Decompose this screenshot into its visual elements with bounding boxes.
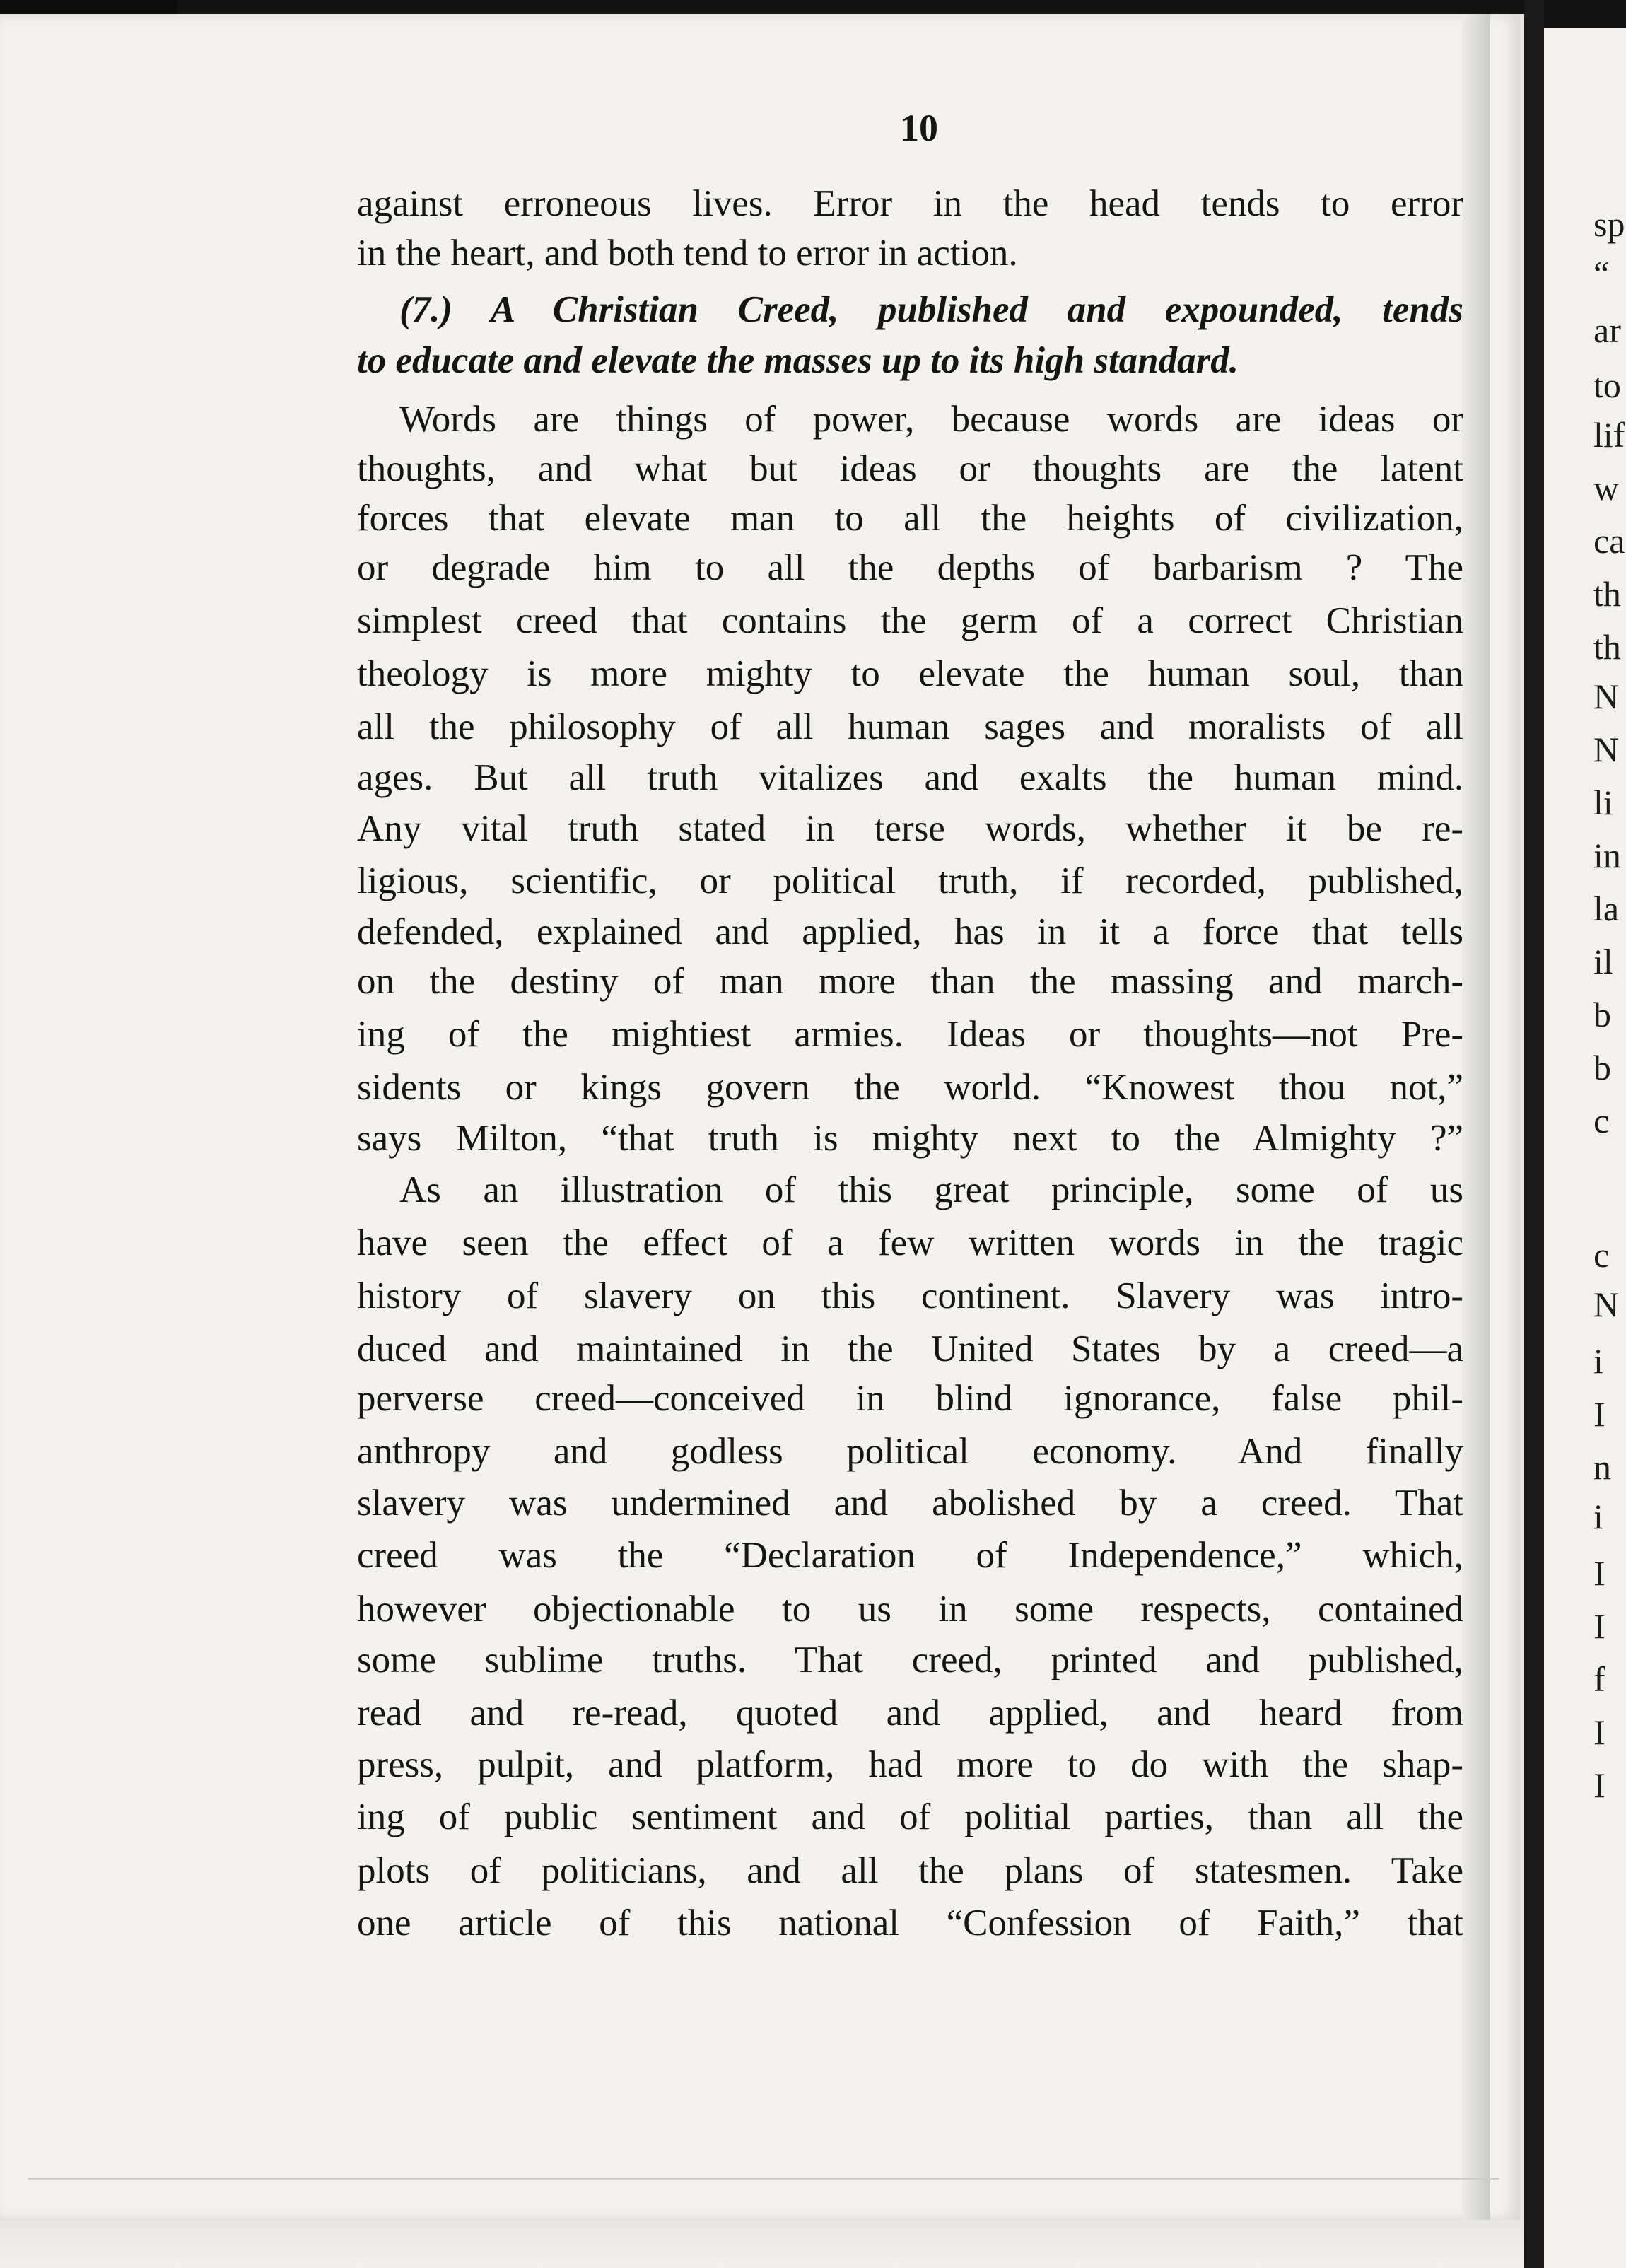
text-line: or degrade him to all the depths of barbarism ? The	[357, 547, 1463, 588]
text-line: on the destiny of man more than the massing and march-	[357, 961, 1463, 1002]
adjacent-page-text: I	[1593, 1606, 1605, 1646]
adjacent-page-text: lif	[1593, 415, 1625, 455]
text-line: forces that elevate man to all the heights of civilization,	[357, 498, 1463, 539]
adjacent-page-text: b	[1593, 1048, 1611, 1087]
text-line: ligious, scientific, or political truth, if recorded, published,	[357, 860, 1463, 901]
text-line: anthropy and godless political economy. And finally	[357, 1431, 1463, 1472]
book-gutter	[1524, 0, 1544, 2268]
text-line: slavery was undermined and abolished by a creed. That	[357, 1483, 1463, 1524]
text-line: theology is more mighty to elevate the human soul, than	[357, 653, 1463, 694]
text-line: thoughts, and what but ideas or thoughts are the latent	[357, 448, 1463, 489]
adjacent-page-text: w	[1593, 468, 1620, 508]
page-bottom-edge	[0, 2220, 1524, 2268]
text-line: press, pulpit, and platform, had more to do with the shap-	[357, 1744, 1463, 1785]
adjacent-page-text: ar	[1593, 310, 1621, 350]
adjacent-page-text: n	[1593, 1447, 1611, 1487]
text-line: all the philosophy of all human sages and moralists of all	[357, 706, 1463, 747]
text-line: Words are things of power, because words are ideas or	[399, 399, 1463, 440]
text-line: ing of the mightiest armies. Ideas or thoughts—not Pre-	[357, 1014, 1463, 1055]
text-line: in the heart, and both tend to error in action.	[357, 233, 1018, 274]
adjacent-page-text: N	[1593, 1285, 1620, 1324]
adjacent-page-text: la	[1593, 889, 1620, 928]
adjacent-page-text: I	[1593, 1394, 1605, 1434]
adjacent-page-fragment	[1544, 28, 1626, 2268]
adjacent-page-text: N	[1593, 730, 1620, 769]
text-line: against erroneous lives. Error in the head tends to error	[357, 183, 1463, 224]
adjacent-page-text: i	[1593, 1341, 1603, 1381]
page-fold-shadow	[1462, 14, 1490, 2220]
adjacent-page-text: th	[1593, 574, 1621, 614]
adjacent-page-text: sp	[1593, 204, 1625, 244]
adjacent-page-text: I	[1593, 1765, 1605, 1805]
text-line: (7.) A Christian Creed, published and expounded, tends	[399, 289, 1463, 330]
text-line: As an illustration of this great principle, some of us	[399, 1169, 1463, 1210]
page-number: 10	[900, 107, 938, 149]
text-line: ages. But all truth vitalizes and exalts the human mind.	[357, 757, 1463, 798]
text-line: have seen the effect of a few written words in the tragic	[357, 1222, 1463, 1263]
adjacent-page-text: th	[1593, 627, 1621, 667]
text-line: duced and maintained in the United States by a creed—a	[357, 1328, 1463, 1369]
adjacent-page-text: to	[1593, 366, 1621, 405]
adjacent-page-text: ca	[1593, 521, 1625, 561]
text-line: history of slavery on this continent. Slavery was intro-	[357, 1275, 1463, 1316]
page-bottom-edge-line	[28, 2178, 1499, 2180]
adjacent-page-text: c	[1593, 1235, 1610, 1275]
adjacent-page-text: “	[1593, 254, 1610, 293]
adjacent-page-text: N	[1593, 677, 1620, 716]
text-line: ing of public sentiment and of politial parties, than all the	[357, 1796, 1463, 1837]
text-line: some sublime truths. That creed, printed and published,	[357, 1639, 1463, 1680]
text-line: read and re-read, quoted and applied, and heard from	[357, 1693, 1463, 1734]
adjacent-page-text: li	[1593, 783, 1613, 822]
text-line: to educate and elevate the masses up to its high standard.	[357, 340, 1239, 381]
text-line: perverse creed—conceived in blind ignorance, false phil-	[357, 1378, 1463, 1419]
adjacent-page-text: c	[1593, 1101, 1610, 1140]
text-line: simplest creed that contains the germ of a correct Christian	[357, 600, 1463, 641]
text-line: one article of this national “Confession of Faith,” that	[357, 1902, 1463, 1943]
text-line: however objectionable to us in some respects, contained	[357, 1589, 1463, 1630]
text-line: Any vital truth stated in terse words, whether it be re-	[357, 808, 1463, 849]
adjacent-page-text: in	[1593, 836, 1621, 875]
adjacent-page-text: I	[1593, 1712, 1605, 1752]
adjacent-page-text: il	[1593, 942, 1613, 981]
text-line: sidents or kings govern the world. “Knowest thou not,”	[357, 1067, 1463, 1108]
adjacent-page-text: i	[1593, 1497, 1603, 1536]
adjacent-page-text: I	[1593, 1553, 1605, 1593]
adjacent-page-text: f	[1593, 1659, 1605, 1699]
adjacent-page-text: b	[1593, 995, 1611, 1034]
text-line: creed was the “Declaration of Independence,” which,	[357, 1535, 1463, 1576]
text-line: defended, explained and applied, has in it a force that tells	[357, 911, 1463, 952]
text-line: says Milton, “that truth is mighty next to the Almighty ?”	[357, 1118, 1463, 1159]
text-line: plots of politicians, and all the plans of statesmen. Take	[357, 1850, 1463, 1891]
